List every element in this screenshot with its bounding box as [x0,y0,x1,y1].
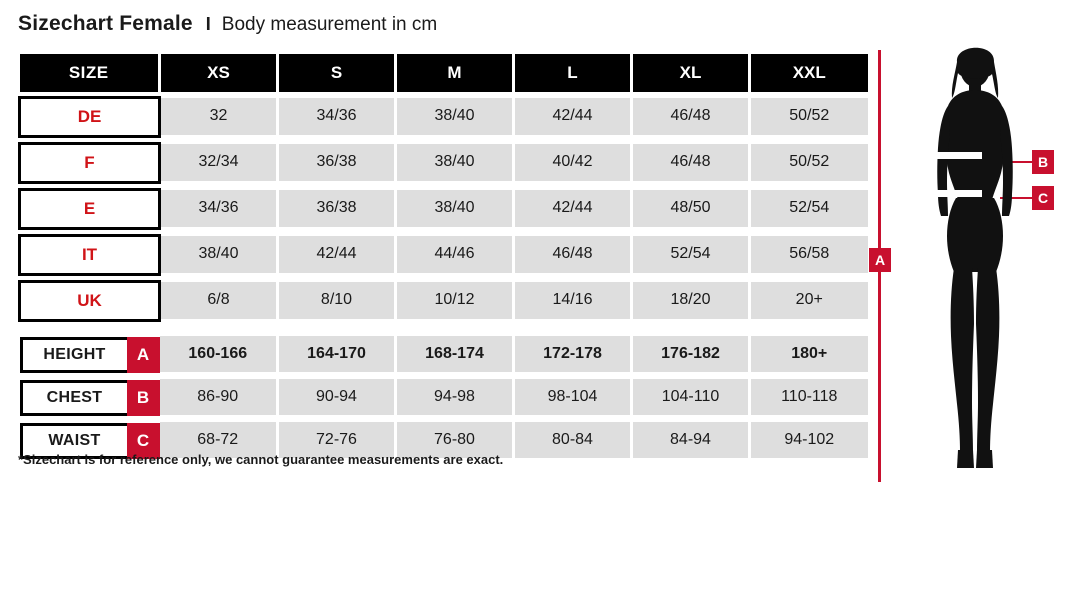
cell: 168-174 [396,336,514,374]
footnote: *Sizechart is for reference only, we cannot guarantee measurements are exact. [18,452,504,467]
chest-measure-band [926,152,982,159]
cell: 84-94 [632,422,750,460]
measurement-tag-c: C [127,423,160,459]
cell: 86-90 [160,379,278,417]
cell: 110-118 [750,379,868,417]
row-gap [20,229,868,236]
cell: 40/42 [514,144,632,183]
row-label-height [20,336,160,374]
row-label-f: F [20,144,160,183]
cell: 46/48 [632,144,750,183]
table-row [20,190,868,229]
cell: 42/44 [278,236,396,275]
cell: 32/34 [160,144,278,183]
cell: 52/54 [632,236,750,275]
cell: 160-166 [160,336,278,374]
cell: 10/12 [396,282,514,321]
table-header-row [20,54,868,92]
row-gap [20,275,868,282]
measurement-tag-b: B [127,380,160,416]
row-label-uk: UK [20,282,160,321]
cell: 72-76 [278,422,396,460]
cell: 20+ [750,282,868,321]
header-cell-xxl: XXL [750,54,868,92]
marker-c: C [1032,186,1054,210]
female-body-silhouette-icon [900,40,1050,490]
header-cell-size: SIZE [20,54,160,92]
waist-measure-band [926,190,982,197]
row-label-e: E [20,190,160,229]
cell: 56/58 [750,236,868,275]
cell: 76-80 [396,422,514,460]
header-cell-l: L [514,54,632,92]
cell: 172-178 [514,336,632,374]
sizechart-table [18,54,868,461]
cell: 36/38 [278,144,396,183]
cell: 104-110 [632,379,750,417]
row-gap-large [20,321,868,337]
body-figure-area [866,40,1066,490]
cell: 180+ [750,336,868,374]
cell: 44/46 [396,236,514,275]
cell: 98-104 [514,379,632,417]
cell: 176-182 [632,336,750,374]
cell: 34/36 [160,190,278,229]
measurement-name: HEIGHT [20,337,127,373]
measurement-tag-a: A [127,337,160,373]
row-label-it: IT [20,236,160,275]
cell: 6/8 [160,282,278,321]
cell: 50/52 [750,98,868,137]
sizechart-table-wrap [18,54,866,461]
cell: 48/50 [632,190,750,229]
row-gap [20,137,868,144]
cell: 50/52 [750,144,868,183]
cell: 46/48 [632,98,750,137]
measurement-name: CHEST [20,380,127,416]
cell: 94-98 [396,379,514,417]
header-cell-s: S [278,54,396,92]
row-label-de: DE [20,98,160,137]
cell: 18/20 [632,282,750,321]
cell: 34/36 [278,98,396,137]
header-cell-xs: XS [160,54,278,92]
row-gap [20,183,868,190]
table-row [20,98,868,137]
cell: 38/40 [396,98,514,137]
cell: 42/44 [514,190,632,229]
cell: 8/10 [278,282,396,321]
title-subtitle: Body measurement in cm [221,14,438,35]
title-main: Sizechart Female [18,12,193,35]
cell: 36/38 [278,190,396,229]
row-label-chest [20,379,160,417]
marker-b: B [1032,150,1054,174]
cell: 46/48 [514,236,632,275]
table-row [20,336,868,374]
header-cell-m: M [396,54,514,92]
table-row [20,236,868,275]
measurement-name: WAIST [20,423,127,459]
table-row [20,379,868,417]
cell: 32 [160,98,278,137]
cell: 68-72 [160,422,278,460]
page-title [18,12,437,36]
cell: 38/40 [160,236,278,275]
marker-a: A [869,248,891,272]
cell: 38/40 [396,144,514,183]
title-separator: I [205,14,211,34]
header-cell-xl: XL [632,54,750,92]
cell: 42/44 [514,98,632,137]
cell: 14/16 [514,282,632,321]
cell: 38/40 [396,190,514,229]
table-row [20,144,868,183]
cell: 52/54 [750,190,868,229]
cell: 164-170 [278,336,396,374]
cell: 90-94 [278,379,396,417]
table-row [20,282,868,321]
cell: 80-84 [514,422,632,460]
cell: 94-102 [750,422,868,460]
